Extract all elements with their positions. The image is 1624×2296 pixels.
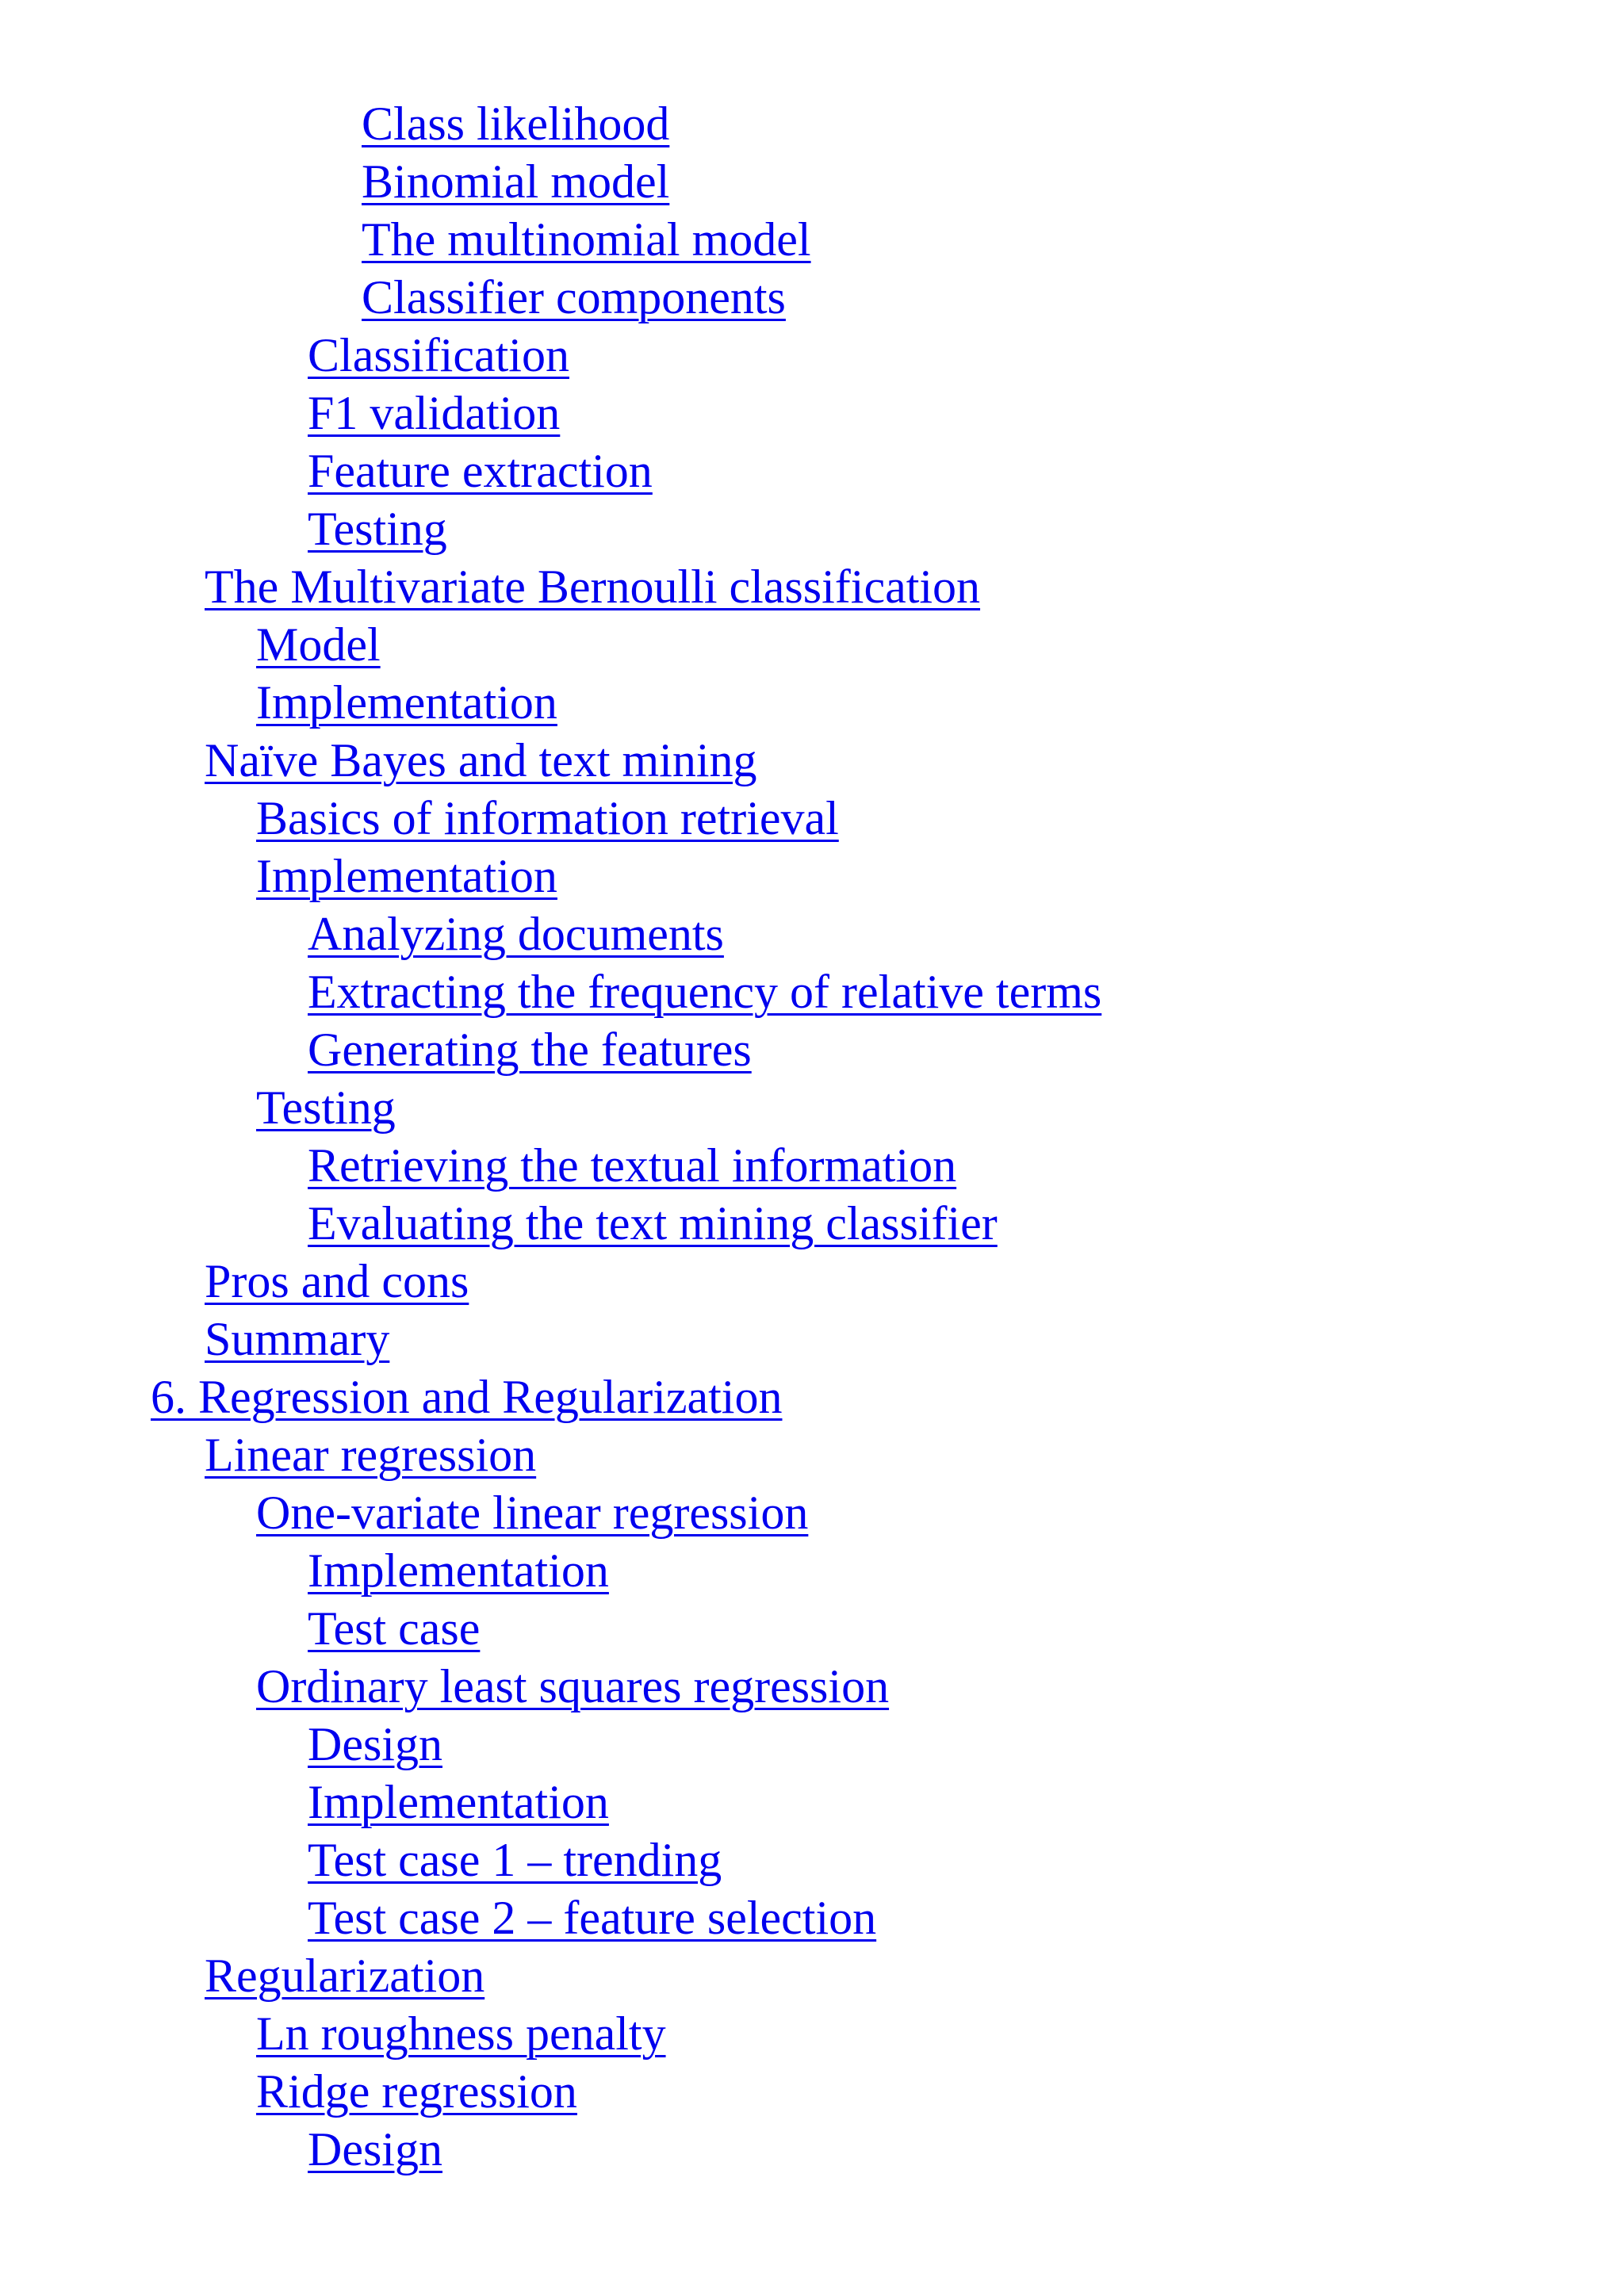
toc-chapter-link[interactable]: 6. Regression and Regularization xyxy=(151,1371,783,1423)
toc-link[interactable]: Evaluating the text mining classifier xyxy=(308,1197,998,1249)
toc-link[interactable]: Testing xyxy=(256,1081,396,1134)
toc-link[interactable]: Summary xyxy=(205,1313,390,1365)
toc-link[interactable]: Classifier components xyxy=(362,271,786,323)
toc-link[interactable]: Implementation xyxy=(308,1776,609,1828)
toc-link[interactable]: Extracting the frequency of relative terms xyxy=(308,966,1102,1018)
toc-link[interactable]: Class likelihood xyxy=(362,98,670,150)
toc-link[interactable]: Generating the features xyxy=(308,1024,752,1076)
toc-link[interactable]: Implementation xyxy=(256,676,557,729)
toc-link[interactable]: Test case xyxy=(308,1602,481,1655)
toc-link[interactable]: Classification xyxy=(308,329,569,381)
toc-link[interactable]: Linear regression xyxy=(205,1429,537,1481)
toc-link[interactable]: One-variate linear regression xyxy=(256,1487,809,1539)
toc-link[interactable]: Ln roughness penalty xyxy=(256,2007,666,2060)
toc-link[interactable]: Design xyxy=(308,1718,442,1770)
toc-link[interactable]: Ordinary least squares regression xyxy=(256,1660,890,1712)
toc-link[interactable]: The multinomial model xyxy=(362,213,811,266)
toc-link[interactable]: Implementation xyxy=(256,850,557,902)
toc-link[interactable]: Binomial model xyxy=(362,155,670,208)
toc-link[interactable]: Testing xyxy=(308,503,447,555)
toc-link[interactable]: Test case 2 – feature selection xyxy=(308,1892,877,1944)
toc-link[interactable]: Analyzing documents xyxy=(308,908,724,960)
toc-link[interactable]: Ridge regression xyxy=(256,2065,577,2118)
toc-link[interactable]: The Multivariate Bernoulli classification xyxy=(205,561,981,613)
toc-link[interactable]: Feature extraction xyxy=(308,445,653,497)
toc-link[interactable]: Implementation xyxy=(308,1544,609,1597)
toc-link[interactable]: Pros and cons xyxy=(205,1255,469,1307)
toc-link[interactable]: Basics of information retrieval xyxy=(256,792,839,844)
toc-link[interactable]: Regularization xyxy=(205,1950,485,2002)
toc-link[interactable]: Design xyxy=(308,2123,442,2175)
toc-link[interactable]: Test case 1 – trending xyxy=(308,1834,722,1886)
toc-link[interactable]: Retrieving the textual information xyxy=(308,1139,957,1192)
toc-link[interactable]: Model xyxy=(256,618,381,671)
toc-link[interactable]: F1 validation xyxy=(308,387,561,439)
toc-link[interactable]: Naïve Bayes and text mining xyxy=(205,734,757,786)
